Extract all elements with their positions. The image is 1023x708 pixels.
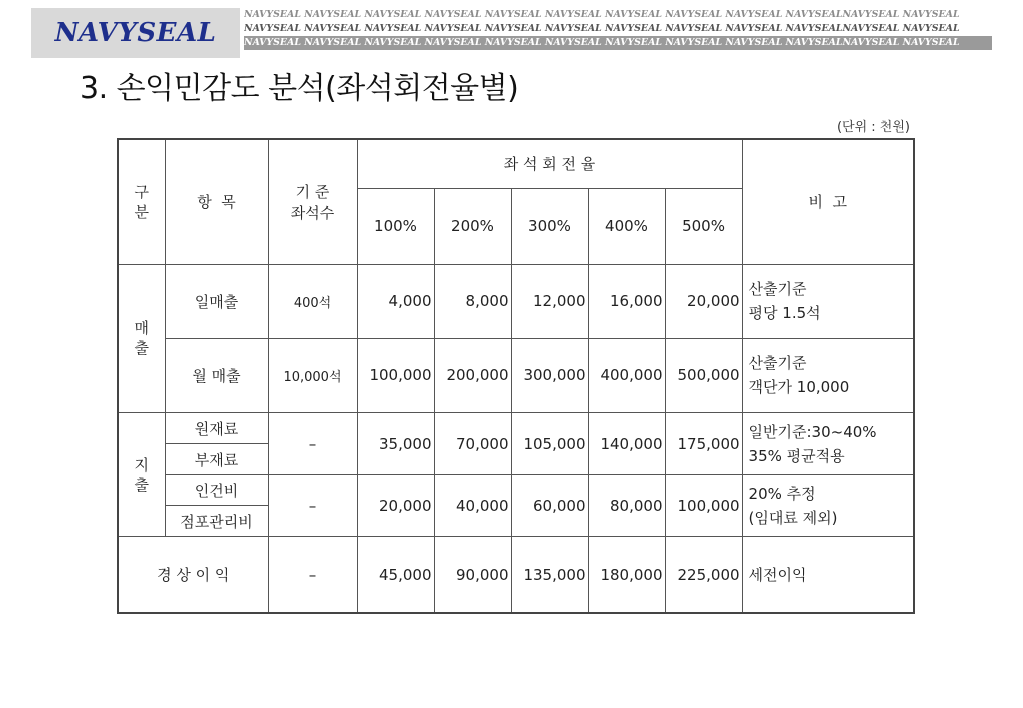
value-cell: 70,000 [434,413,511,475]
value-cell: 175,000 [665,413,742,475]
value-cell: 90,000 [434,537,511,613]
value-cell: 20,000 [665,264,742,338]
header-category: 구 분 [118,139,165,264]
value-cell: 8,000 [434,264,511,338]
value-cell: 12,000 [511,264,588,338]
header-rotation: 좌 석 회 전 율 [357,139,742,188]
value-cell: 100,000 [357,338,434,412]
value-cell: 300,000 [511,338,588,412]
group-sales: 매 출 [118,264,165,412]
row-item: 점포관리비 [165,506,268,537]
logo-box [31,8,240,58]
row-base: – [268,413,357,475]
row-base: 10,000석 [268,338,357,412]
row-base: 400석 [268,264,357,338]
row-item: 일매출 [165,264,268,338]
value-cell: 45,000 [357,537,434,613]
header-item: 항 목 [165,139,268,264]
row-base: – [268,475,357,537]
value-cell: 225,000 [665,537,742,613]
banner-row: NAVYSEAL NAVYSEAL NAVYSEAL NAVYSEAL NAVYSEAL NAVYSEAL NAVYSEAL NAVYSEAL NAVYSEAL NAVYSEALNAVYSEAL NAVYSEAL [244,23,960,34]
note-cell: 일반기준:30~40% 35% 평균적용 [742,413,914,475]
banner-row: NAVYSEAL NAVYSEAL NAVYSEAL NAVYSEAL NAVYSEAL NAVYSEAL NAVYSEAL NAVYSEAL NAVYSEAL NAVYSEALNAVYSEAL NAVYSEAL [244,9,960,20]
value-cell: 20,000 [357,475,434,537]
value-cell: 16,000 [588,264,665,338]
value-cell: 180,000 [588,537,665,613]
note-cell: 산출기준 평당 1.5석 [742,264,914,338]
row-base: – [268,537,357,613]
header-rate: 300% [511,188,588,264]
value-cell: 4,000 [357,264,434,338]
value-cell: 105,000 [511,413,588,475]
header-rate: 200% [434,188,511,264]
header-base-seats: 기 준 좌석수 [268,139,357,264]
logo-text: NAVYSEAL [54,18,217,48]
note-cell: 산출기준 객단가 10,000 [742,338,914,412]
unit-label: (단위 : 천원) [836,120,910,135]
value-cell: 140,000 [588,413,665,475]
row-item-profit: 경 상 이 익 [118,537,268,613]
sensitivity-table [117,138,915,614]
value-cell: 40,000 [434,475,511,537]
header-rate: 100% [357,188,434,264]
value-cell: 200,000 [434,338,511,412]
value-cell: 80,000 [588,475,665,537]
row-item: 원재료 [165,413,268,444]
row-item: 인건비 [165,475,268,506]
header-rate: 500% [665,188,742,264]
value-cell: 35,000 [357,413,434,475]
row-item: 월 매출 [165,338,268,412]
value-cell: 400,000 [588,338,665,412]
page-title: 3. 손익민감도 분석(좌석회전율별) [80,71,519,106]
value-cell: 135,000 [511,537,588,613]
header-banner [244,8,992,56]
note-cell: 20% 추정 (임대료 제외) [742,475,914,537]
note-cell: 세전이익 [742,537,914,613]
value-cell: 100,000 [665,475,742,537]
header-rate: 400% [588,188,665,264]
value-cell: 60,000 [511,475,588,537]
value-cell: 500,000 [665,338,742,412]
banner-row: NAVYSEAL NAVYSEAL NAVYSEAL NAVYSEAL NAVYSEAL NAVYSEAL NAVYSEAL NAVYSEAL NAVYSEAL NAVYSEALNAVYSEAL NAVYSEAL [244,36,992,50]
row-item: 부재료 [165,444,268,475]
header-note: 비 고 [742,139,914,264]
group-expense: 지 출 [118,413,165,537]
